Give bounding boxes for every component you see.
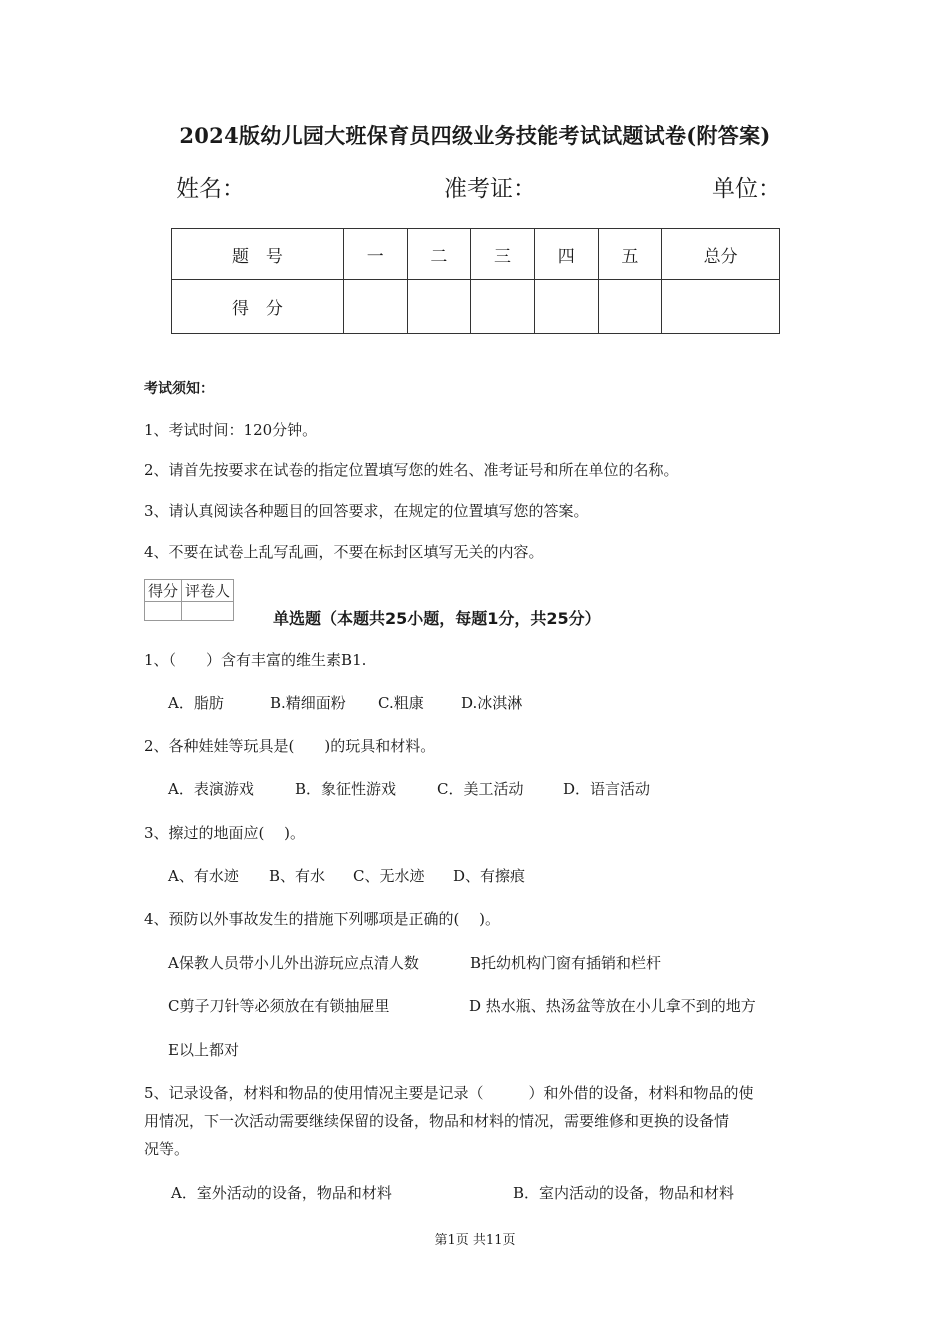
q2-option-a: A．表演游戏 <box>168 780 254 798</box>
score-cell <box>662 280 780 334</box>
q4-option-b: B托幼机构门窗有插销和栏杆 <box>470 954 662 972</box>
notice-item: 2、请首先按要求在试卷的指定位置填写您的姓名、准考证号和所在单位的名称。 <box>144 461 679 479</box>
q5-option-b: B．室内活动的设备，物品和材料 <box>513 1184 735 1202</box>
score-cell <box>534 280 598 334</box>
score-header-5: 五 <box>598 229 662 280</box>
notice-item: 3、请认真阅读各种题目的回答要求，在规定的位置填写您的答案。 <box>144 502 589 520</box>
q1-option-c: C.粗康 <box>378 694 424 712</box>
notice-heading: 考试须知： <box>144 381 214 397</box>
unit-field-label: 单位： <box>712 176 781 202</box>
notice-item: 1、考试时间：120分钟。 <box>144 421 318 439</box>
question-1: 1、（ ）含有丰富的维生素B1. <box>144 651 367 669</box>
score-row-label: 得 分 <box>172 280 344 334</box>
q3-option-a: A、有水迹 <box>168 867 239 885</box>
q2-option-c: C．美工活动 <box>437 780 524 798</box>
score-cell <box>598 280 662 334</box>
score-cell <box>343 280 407 334</box>
q3-option-b: B、有水 <box>269 867 326 885</box>
grader-reviewer-label: 评卷人 <box>182 580 234 602</box>
score-header-label: 题 号 <box>172 229 344 280</box>
q3-option-d: D、有擦痕 <box>453 867 526 885</box>
score-header-1: 一 <box>343 229 407 280</box>
q3-option-c: C、无水迹 <box>353 867 425 885</box>
score-header-total: 总分 <box>662 229 780 280</box>
page-footer: 第1页 共11页 <box>434 1233 516 1248</box>
question-4: 4、预防以外事故发生的措施下列哪项是正确的( )。 <box>144 910 501 928</box>
q5-option-a: A．室外活动的设备，物品和材料 <box>171 1184 392 1202</box>
q1-option-a: A．脂肪 <box>168 694 224 712</box>
name-field-label: 姓名： <box>176 176 245 202</box>
grader-score-cell <box>145 602 182 621</box>
q2-option-d: D．语言活动 <box>563 780 651 798</box>
q4-option-e: E以上都对 <box>168 1041 239 1059</box>
question-5-line-2: 用情况，下一次活动需要继续保留的设备，物品和材料的情况，需要维修和更换的设备情 <box>144 1112 730 1130</box>
question-5-line-3: 况等。 <box>144 1140 190 1158</box>
question-5-line-1: 5、记录设备，材料和物品的使用情况主要是记录（ ）和外借的设备，材料和物品的使 <box>144 1084 754 1102</box>
question-3: 3、擦过的地面应( )。 <box>144 824 306 842</box>
q4-option-c: C剪子刀针等必须放在有锁抽屉里 <box>168 997 390 1015</box>
q1-option-d: D.冰淇淋 <box>461 694 523 712</box>
q4-option-d: D 热水瓶、热汤盆等放在小儿拿不到的地方 <box>469 997 756 1015</box>
q2-option-b: B．象征性游戏 <box>295 780 397 798</box>
score-header-3: 三 <box>471 229 535 280</box>
grader-box <box>144 579 234 621</box>
score-header-2: 二 <box>407 229 471 280</box>
question-2: 2、各种娃娃等玩具是( )的玩具和材料。 <box>144 737 436 755</box>
grader-score-label: 得分 <box>145 580 182 602</box>
page-title: 2024版幼儿园大班保育员四级业务技能考试试题试卷(附答案) <box>179 123 771 148</box>
score-table-header-row <box>172 229 780 280</box>
score-table <box>171 228 780 334</box>
grader-reviewer-cell <box>182 602 234 621</box>
q4-option-a: A保教人员带小儿外出游玩应点清人数 <box>168 954 419 972</box>
score-header-4: 四 <box>534 229 598 280</box>
score-cell <box>471 280 535 334</box>
score-table-score-row <box>172 280 780 334</box>
notice-item: 4、不要在试卷上乱写乱画，不要在标封区填写无关的内容。 <box>144 543 544 561</box>
q1-option-b: B.精细面粉 <box>270 694 346 712</box>
score-cell <box>407 280 471 334</box>
exam-id-field-label: 准考证： <box>444 176 536 202</box>
section-title: 单选题（本题共25小题，每题1分，共25分） <box>273 609 601 628</box>
